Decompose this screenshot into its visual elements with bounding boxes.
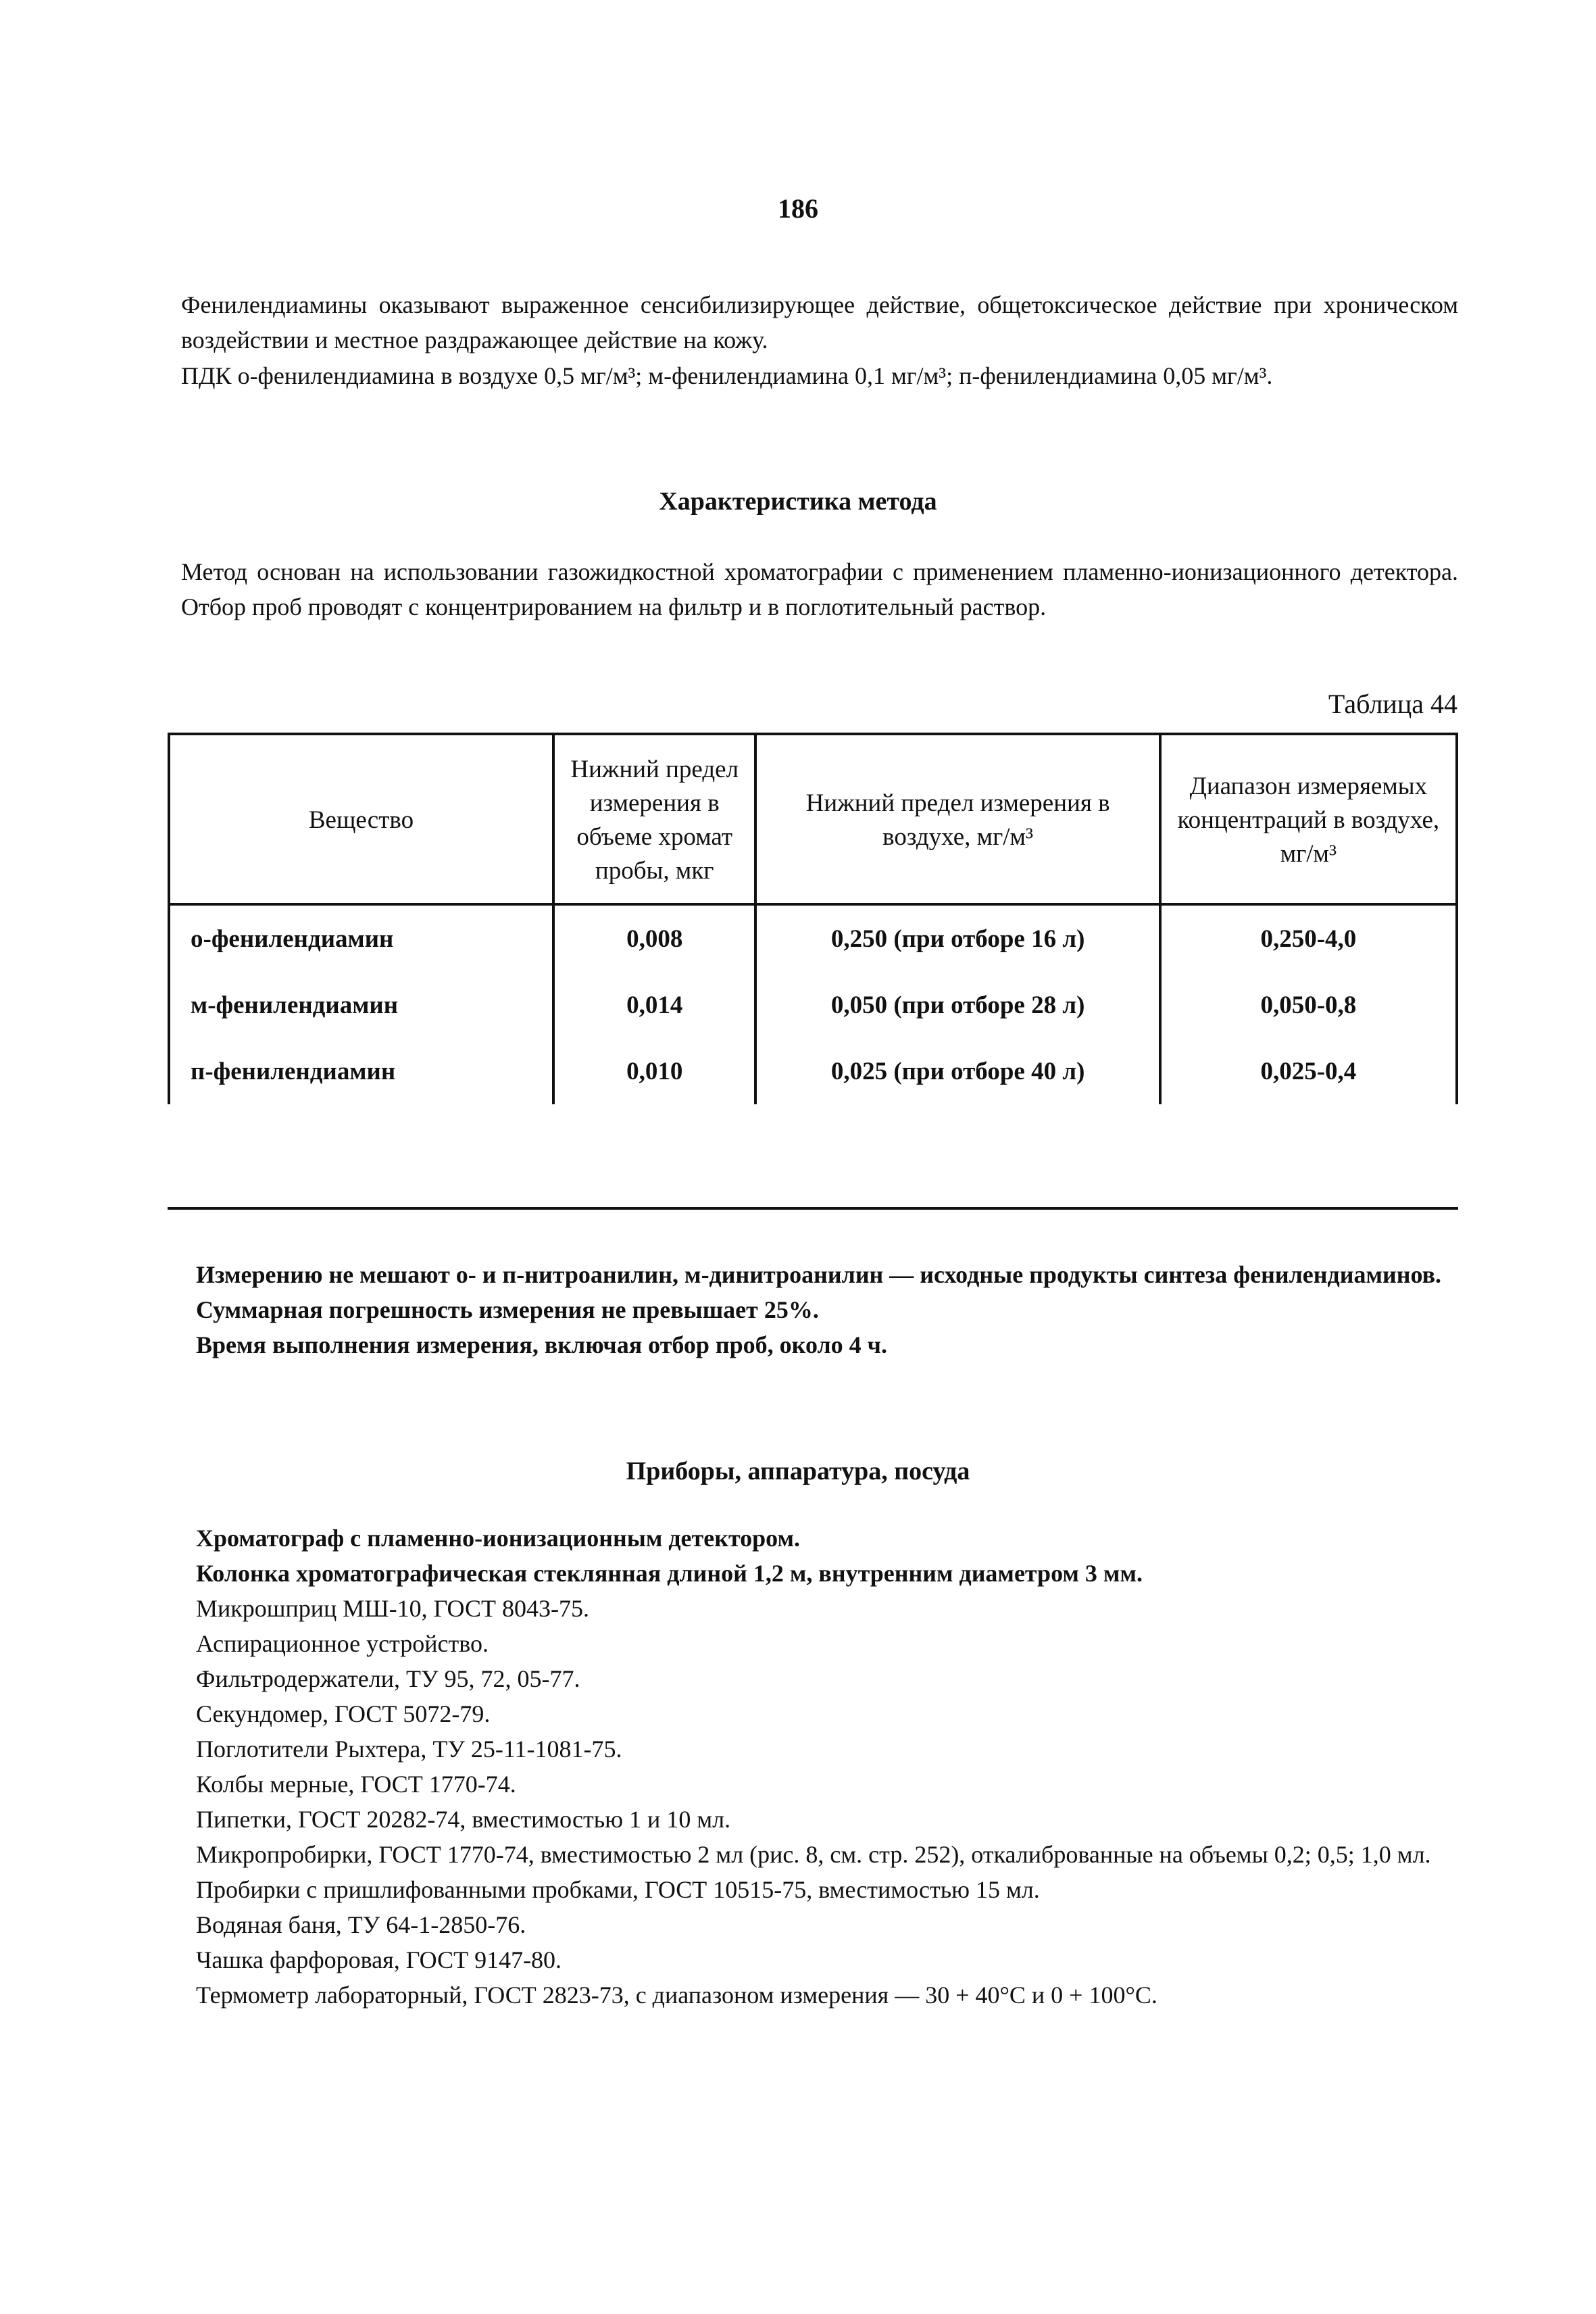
header-lower-limit-air: Нижний предел измерения в воздухе, мг/м³: [755, 735, 1159, 904]
cell-sample-limit: 0,014: [553, 972, 756, 1038]
equipment-heading: Приборы, аппаратура, посуда: [626, 1457, 970, 1485]
list-item: Микропробирки, ГОСТ 1770-74, вместимостью 2 мл (рис. 8, см. стр. 252), откалиброванные на объемы 0,2; 0,5; 1,0 мл.: [196, 1841, 1431, 1868]
notes: [196, 1257, 1460, 1362]
list-item: Водяная баня, ТУ 64-1-2850-76.: [196, 1911, 526, 1938]
list-item: Хроматограф с пламенно-ионизационным детектором.: [196, 1525, 801, 1552]
method-text: Метод основан на использовании газожидкостной хроматографии с применением пламенно-ионизационного детектора. Отбор проб проводят с концентрированием на фильтр и в поглотительный раствор.: [181, 558, 1458, 620]
note-duration: Время выполнения измерения, включая отбор проб, около 4 ч.: [196, 1331, 887, 1358]
table-caption: Таблица 44: [1328, 689, 1457, 719]
table-row: [169, 904, 1457, 972]
list-item: Пробирки с пришлифованными пробками, ГОСТ 10515-75, вместимостью 15 мл.: [196, 1876, 1040, 1903]
list-item: Поглотители Рыхтера, ТУ 25-11-1081-75.: [196, 1736, 622, 1763]
cell-sample-limit: 0,010: [553, 1038, 756, 1104]
cell-substance: п-фенилендиамин: [169, 1038, 553, 1104]
page-number: 186: [778, 193, 818, 224]
table-row: [169, 972, 1457, 1038]
cell-substance: м-фенилендиамин: [169, 972, 553, 1038]
list-item: Пипетки, ГОСТ 20282-74, вместимостью 1 и 10 мл.: [196, 1806, 731, 1833]
list-item: Чашка фарфоровая, ГОСТ 9147-80.: [196, 1946, 562, 1973]
header-range: Диапазон измеряемых концентраций в воздухе, мг/м³: [1160, 735, 1457, 904]
method-heading: Характеристика метода: [659, 487, 937, 516]
note-error: Суммарная погрешность измерения не превышает 25%.: [196, 1296, 819, 1323]
cell-sample-limit: 0,008: [553, 904, 756, 972]
table-row: [169, 1038, 1457, 1104]
cell-range: 0,250-4,0: [1160, 904, 1457, 972]
list-item: Микрошприц МШ-10, ГОСТ 8043-75.: [196, 1595, 589, 1622]
list-item: Аспирационное устройство.: [196, 1630, 489, 1657]
cell-air-limit: 0,250 (при отборе 16 л): [755, 904, 1159, 972]
header-substance: Вещество: [169, 735, 553, 904]
table-header-row: [169, 735, 1457, 904]
list-item: Колонка хроматографическая стеклянная длиной 1,2 м, внутренним диаметром 3 мм.: [196, 1560, 1143, 1587]
note-interference: Измерению не мешают о- и п-нитроанилин, м-динитроанилин — исходные продукты синтеза фенилендиаминов.: [196, 1261, 1442, 1288]
pdk-text: ПДК о-фенилендиамина в воздухе 0,5 мг/м³; м-фенилендиамина 0,1 мг/м³; п-фенилендиамина 0,05 мг/м³.: [181, 362, 1273, 389]
cell-substance: о-фенилендиамин: [169, 904, 553, 972]
cell-air-limit: 0,050 (при отборе 28 л): [755, 972, 1159, 1038]
pdk-paragraph: [181, 358, 1458, 393]
list-item: Колбы мерные, ГОСТ 1770-74.: [196, 1771, 516, 1798]
cell-range: 0,025-0,4: [1160, 1038, 1457, 1104]
list-item: Фильтродержатели, ТУ 95, 72, 05-77.: [196, 1665, 580, 1692]
intro-paragraph: [181, 287, 1458, 358]
list-item: Секундомер, ГОСТ 5072-79.: [196, 1700, 491, 1727]
cell-range: 0,050-0,8: [1160, 972, 1457, 1038]
data-table: [168, 735, 1458, 1104]
list-item: Термометр лабораторный, ГОСТ 2823-73, с диапазоном измерения — 30 + 40°С и 0 + 100°С.: [196, 1981, 1157, 2009]
header-lower-limit-sample: Нижний предел измерения в объеме хромат пробы, мкг: [553, 735, 756, 904]
cell-air-limit: 0,025 (при отборе 40 л): [755, 1038, 1159, 1104]
equipment-list: [196, 1521, 1460, 2013]
method-paragraph: [181, 554, 1458, 624]
table-bottom-rule: [168, 1207, 1458, 1210]
intro-text-1: Фенилендиамины оказывают выраженное сенсибилизирующее действие, общетоксическое действие при хроническом воздействии и местное раздражающее действие на кожу.: [181, 291, 1458, 353]
